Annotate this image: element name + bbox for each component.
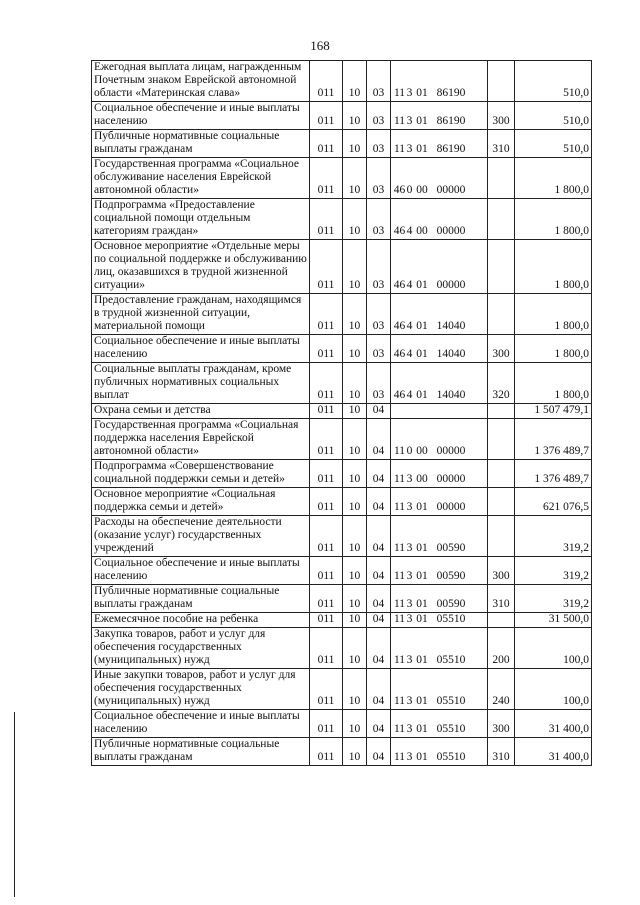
row-name: Охрана семьи и детства — [92, 404, 310, 419]
program-code-part: 11 — [393, 654, 406, 666]
section-code: 10 — [343, 158, 367, 199]
program-code-part: 00 — [416, 445, 428, 457]
program-code-part: 0 — [406, 445, 413, 457]
subsection-code: 04 — [367, 516, 391, 557]
subsection-code: 03 — [367, 363, 391, 404]
section-code: 10 — [343, 738, 367, 766]
ministry-code: 011 — [310, 158, 343, 199]
expense-type-code — [488, 199, 515, 240]
program-code-part: 00 — [416, 473, 428, 485]
subsection-code: 03 — [367, 130, 391, 158]
program-code-part: 01 — [416, 279, 428, 291]
ministry-code: 011 — [310, 585, 343, 613]
section-code: 10 — [343, 130, 367, 158]
subsection-code: 04 — [367, 710, 391, 738]
program-code — [391, 460, 488, 488]
section-code: 10 — [343, 294, 367, 335]
budget-table — [91, 60, 592, 766]
program-code — [391, 557, 488, 585]
amount: 1 800,0 — [515, 240, 592, 294]
subsection-code: 03 — [367, 335, 391, 363]
table-row — [92, 710, 592, 738]
program-code-part: 3 — [406, 501, 413, 513]
amount: 510,0 — [515, 61, 592, 102]
subsection-code: 03 — [367, 199, 391, 240]
program-code-part: 11 — [393, 115, 406, 127]
program-code-part: 14040 — [436, 348, 466, 360]
program-code-part: 01 — [416, 542, 428, 554]
ministry-code: 011 — [310, 669, 343, 710]
program-code-part: 11 — [393, 501, 406, 513]
program-code — [391, 363, 488, 404]
program-code-part: 05510 — [436, 613, 466, 625]
program-code-part: 3 — [406, 598, 413, 610]
program-code-part: 01 — [416, 613, 428, 625]
amount: 31 400,0 — [515, 710, 592, 738]
expense-type-code: 320 — [488, 363, 515, 404]
ministry-code: 011 — [310, 102, 343, 130]
section-code: 10 — [343, 557, 367, 585]
ministry-code: 011 — [310, 488, 343, 516]
expense-type-code — [488, 294, 515, 335]
ministry-code: 011 — [310, 738, 343, 766]
program-code — [391, 102, 488, 130]
expense-type-code: 300 — [488, 102, 515, 130]
program-code-part: 00 — [416, 225, 428, 237]
program-code-part: 01 — [416, 389, 428, 401]
ministry-code: 011 — [310, 335, 343, 363]
program-code-part: 00000 — [436, 279, 466, 291]
program-code-part: 05510 — [436, 654, 466, 666]
program-code-part: 05510 — [436, 751, 466, 763]
program-code-part: 01 — [416, 115, 428, 127]
program-code-part: 11 — [393, 598, 406, 610]
expense-type-code — [488, 460, 515, 488]
expense-type-code: 310 — [488, 585, 515, 613]
program-code-part: 46 — [393, 184, 406, 196]
row-name: Закупка товаров, работ и услуг для обеспечения государственных (муниципальных) нужд — [92, 628, 310, 669]
expense-type-code — [488, 240, 515, 294]
row-name: Публичные нормативные социальные выплаты гражданам — [92, 585, 310, 613]
expense-type-code — [488, 419, 515, 460]
program-code-part: 00000 — [436, 501, 466, 513]
program-code-part: 01 — [416, 348, 428, 360]
program-code-part: 11 — [393, 695, 406, 707]
program-code-part: 3 — [406, 654, 413, 666]
expense-type-code — [488, 613, 515, 628]
program-code-part: 46 — [393, 320, 406, 332]
subsection-code: 04 — [367, 585, 391, 613]
program-code-part: 14040 — [436, 389, 466, 401]
amount: 319,2 — [515, 585, 592, 613]
program-code-part: 11 — [393, 613, 406, 625]
amount: 1 376 489,7 — [515, 460, 592, 488]
expense-type-code: 200 — [488, 628, 515, 669]
program-code — [391, 585, 488, 613]
amount: 1 800,0 — [515, 294, 592, 335]
program-code — [391, 710, 488, 738]
section-code: 10 — [343, 419, 367, 460]
row-name: Социальное обеспечение и иные выплаты населению — [92, 335, 310, 363]
program-code — [391, 130, 488, 158]
expense-type-code — [488, 61, 515, 102]
row-name: Социальные выплаты гражданам, кроме публичных нормативных социальных выплат — [92, 363, 310, 404]
program-code-part: 01 — [416, 143, 428, 155]
section-code: 10 — [343, 240, 367, 294]
table-row — [92, 404, 592, 419]
program-code-part: 01 — [416, 654, 428, 666]
expense-type-code: 240 — [488, 669, 515, 710]
program-code-part: 3 — [406, 570, 413, 582]
subsection-code: 03 — [367, 61, 391, 102]
table-row — [92, 199, 592, 240]
subsection-code: 04 — [367, 628, 391, 669]
program-code — [391, 335, 488, 363]
program-code-part: 11 — [393, 570, 406, 582]
program-code — [391, 240, 488, 294]
section-code: 10 — [343, 61, 367, 102]
margin-line — [14, 712, 15, 897]
subsection-code: 03 — [367, 294, 391, 335]
section-code: 10 — [343, 335, 367, 363]
program-code-part: 11 — [393, 87, 406, 99]
program-code — [391, 199, 488, 240]
program-code-part: 3 — [406, 613, 413, 625]
program-code-part: 11 — [393, 751, 406, 763]
amount: 1 800,0 — [515, 158, 592, 199]
expense-type-code: 300 — [488, 710, 515, 738]
row-name: Ежегодная выплата лицам, награжденным Почетным знаком Еврейской автономной области «Материнская слава» — [92, 61, 310, 102]
section-code: 10 — [343, 102, 367, 130]
amount: 1 376 489,7 — [515, 419, 592, 460]
program-code-part: 3 — [406, 723, 413, 735]
ministry-code: 011 — [310, 130, 343, 158]
program-code — [391, 61, 488, 102]
program-code-part: 3 — [406, 751, 413, 763]
ministry-code: 011 — [310, 628, 343, 669]
program-code — [391, 613, 488, 628]
program-code-part: 3 — [406, 115, 413, 127]
row-name: Расходы на обеспечение деятельности (оказание услуг) государственных учреждений — [92, 516, 310, 557]
ministry-code: 011 — [310, 460, 343, 488]
program-code-part: 01 — [416, 87, 428, 99]
row-name: Основное мероприятие «Отдельные меры по социальной поддержке и обслуживанию лиц, оказавшихся в трудной жизненной ситуации» — [92, 240, 310, 294]
program-code-part: 3 — [406, 143, 413, 155]
program-code-part: 00590 — [436, 570, 466, 582]
program-code-part: 00590 — [436, 542, 466, 554]
section-code: 10 — [343, 516, 367, 557]
subsection-code: 04 — [367, 404, 391, 419]
ministry-code: 011 — [310, 710, 343, 738]
program-code-part: 4 — [406, 279, 413, 291]
row-name: Социальное обеспечение и иные выплаты населению — [92, 102, 310, 130]
program-code — [391, 294, 488, 335]
ministry-code: 011 — [310, 294, 343, 335]
row-name: Подпрограмма «Совершенствование социальной поддержки семьи и детей» — [92, 460, 310, 488]
section-code: 10 — [343, 628, 367, 669]
program-code — [391, 516, 488, 557]
amount: 31 400,0 — [515, 738, 592, 766]
program-code-part: 00590 — [436, 598, 466, 610]
section-code: 10 — [343, 404, 367, 419]
program-code-part: 01 — [416, 570, 428, 582]
program-code-part: 46 — [393, 348, 406, 360]
row-name: Социальное обеспечение и иные выплаты населению — [92, 710, 310, 738]
table-row — [92, 460, 592, 488]
program-code-part: 3 — [406, 87, 413, 99]
expense-type-code: 310 — [488, 738, 515, 766]
ministry-code: 011 — [310, 557, 343, 585]
table-row — [92, 130, 592, 158]
table-row — [92, 335, 592, 363]
section-code: 10 — [343, 199, 367, 240]
amount: 1 800,0 — [515, 335, 592, 363]
program-code-part: 01 — [416, 695, 428, 707]
row-name: Ежемесячное пособие на ребенка — [92, 613, 310, 628]
ministry-code: 011 — [310, 363, 343, 404]
program-code-part: 00000 — [436, 445, 466, 457]
program-code-part: 00000 — [436, 225, 466, 237]
subsection-code: 04 — [367, 488, 391, 516]
program-code — [391, 738, 488, 766]
row-name: Публичные нормативные социальные выплаты гражданам — [92, 130, 310, 158]
ministry-code: 011 — [310, 240, 343, 294]
section-code: 10 — [343, 710, 367, 738]
program-code-part: 14040 — [436, 320, 466, 332]
program-code-part: 46 — [393, 279, 406, 291]
row-name: Основное мероприятие «Социальная поддержка семьи и детей» — [92, 488, 310, 516]
program-code-part: 00000 — [436, 473, 466, 485]
section-code: 10 — [343, 363, 367, 404]
program-code-part: 86190 — [436, 87, 466, 99]
table-row — [92, 158, 592, 199]
amount: 1 800,0 — [515, 363, 592, 404]
table-body — [92, 61, 592, 766]
subsection-code: 04 — [367, 557, 391, 585]
subsection-code: 04 — [367, 460, 391, 488]
amount: 1 507 479,1 — [515, 404, 592, 419]
program-code-part: 01 — [416, 723, 428, 735]
row-name: Публичные нормативные социальные выплаты гражданам — [92, 738, 310, 766]
program-code — [391, 419, 488, 460]
program-code-part: 4 — [406, 320, 413, 332]
section-code: 10 — [343, 613, 367, 628]
expense-type-code — [488, 516, 515, 557]
table-row — [92, 419, 592, 460]
program-code — [391, 669, 488, 710]
ministry-code: 011 — [310, 516, 343, 557]
subsection-code: 03 — [367, 158, 391, 199]
program-code-part: 00 — [416, 184, 428, 196]
table-row — [92, 738, 592, 766]
table-row — [92, 102, 592, 130]
program-code — [391, 158, 488, 199]
program-code-part: 05510 — [436, 695, 466, 707]
program-code-part: 4 — [406, 348, 413, 360]
program-code — [391, 404, 488, 419]
program-code-part: 11 — [393, 445, 406, 457]
program-code-part: 11 — [393, 473, 406, 485]
ministry-code: 011 — [310, 199, 343, 240]
section-code: 10 — [343, 669, 367, 710]
expense-type-code — [488, 488, 515, 516]
program-code-part: 11 — [393, 542, 406, 554]
page-number: 168 — [310, 38, 330, 53]
table-row — [92, 669, 592, 710]
ministry-code: 011 — [310, 419, 343, 460]
program-code-part: 86190 — [436, 115, 466, 127]
program-code-part: 05510 — [436, 723, 466, 735]
table-row — [92, 585, 592, 613]
expense-type-code: 300 — [488, 557, 515, 585]
program-code-part: 4 — [406, 389, 413, 401]
program-code-part: 46 — [393, 225, 406, 237]
ministry-code: 011 — [310, 404, 343, 419]
row-name: Подпрограмма «Предоставление социальной помощи отдельным категориям граждан» — [92, 199, 310, 240]
amount: 31 500,0 — [515, 613, 592, 628]
program-code-part: 01 — [416, 501, 428, 513]
amount: 510,0 — [515, 130, 592, 158]
table-row — [92, 363, 592, 404]
row-name: Государственная программа «Социальное обслуживание населения Еврейской автономной области» — [92, 158, 310, 199]
row-name: Предоставление гражданам, находящимся в трудной жизненной ситуации, материальной помощи — [92, 294, 310, 335]
program-code-part: 01 — [416, 598, 428, 610]
table-row — [92, 557, 592, 585]
program-code-part: 11 — [393, 723, 406, 735]
section-code: 10 — [343, 460, 367, 488]
program-code-part: 46 — [393, 389, 406, 401]
ministry-code: 011 — [310, 613, 343, 628]
program-code-part: 86190 — [436, 143, 466, 155]
subsection-code: 04 — [367, 669, 391, 710]
ministry-code: 011 — [310, 61, 343, 102]
amount: 1 800,0 — [515, 199, 592, 240]
program-code-part: 3 — [406, 542, 413, 554]
subsection-code: 03 — [367, 102, 391, 130]
table-row — [92, 61, 592, 102]
amount: 510,0 — [515, 102, 592, 130]
program-code-part: 3 — [406, 695, 413, 707]
expense-type-code: 310 — [488, 130, 515, 158]
subsection-code: 04 — [367, 738, 391, 766]
table-row — [92, 240, 592, 294]
amount: 100,0 — [515, 628, 592, 669]
program-code — [391, 488, 488, 516]
program-code-part: 4 — [406, 225, 413, 237]
program-code-part: 01 — [416, 320, 428, 332]
expense-type-code — [488, 158, 515, 199]
table-row — [92, 613, 592, 628]
section-code: 10 — [343, 585, 367, 613]
table-row — [92, 628, 592, 669]
program-code-part: 11 — [393, 143, 406, 155]
row-name: Иные закупки товаров, работ и услуг для обеспечения государственных (муниципальных) нужд — [92, 669, 310, 710]
program-code — [391, 628, 488, 669]
expense-type-code: 300 — [488, 335, 515, 363]
program-code-part: 3 — [406, 473, 413, 485]
table-row — [92, 516, 592, 557]
section-code: 10 — [343, 488, 367, 516]
subsection-code: 04 — [367, 613, 391, 628]
row-name: Социальное обеспечение и иные выплаты населению — [92, 557, 310, 585]
program-code-part: 01 — [416, 751, 428, 763]
amount: 621 076,5 — [515, 488, 592, 516]
row-name: Государственная программа «Социальная поддержка населения Еврейской автономной области» — [92, 419, 310, 460]
program-code-part: 0 — [406, 184, 413, 196]
table-row — [92, 294, 592, 335]
amount: 319,2 — [515, 557, 592, 585]
subsection-code: 03 — [367, 240, 391, 294]
program-code-part: 00000 — [436, 184, 466, 196]
subsection-code: 04 — [367, 419, 391, 460]
amount: 319,2 — [515, 516, 592, 557]
table-row — [92, 488, 592, 516]
expense-type-code — [488, 404, 515, 419]
amount: 100,0 — [515, 669, 592, 710]
